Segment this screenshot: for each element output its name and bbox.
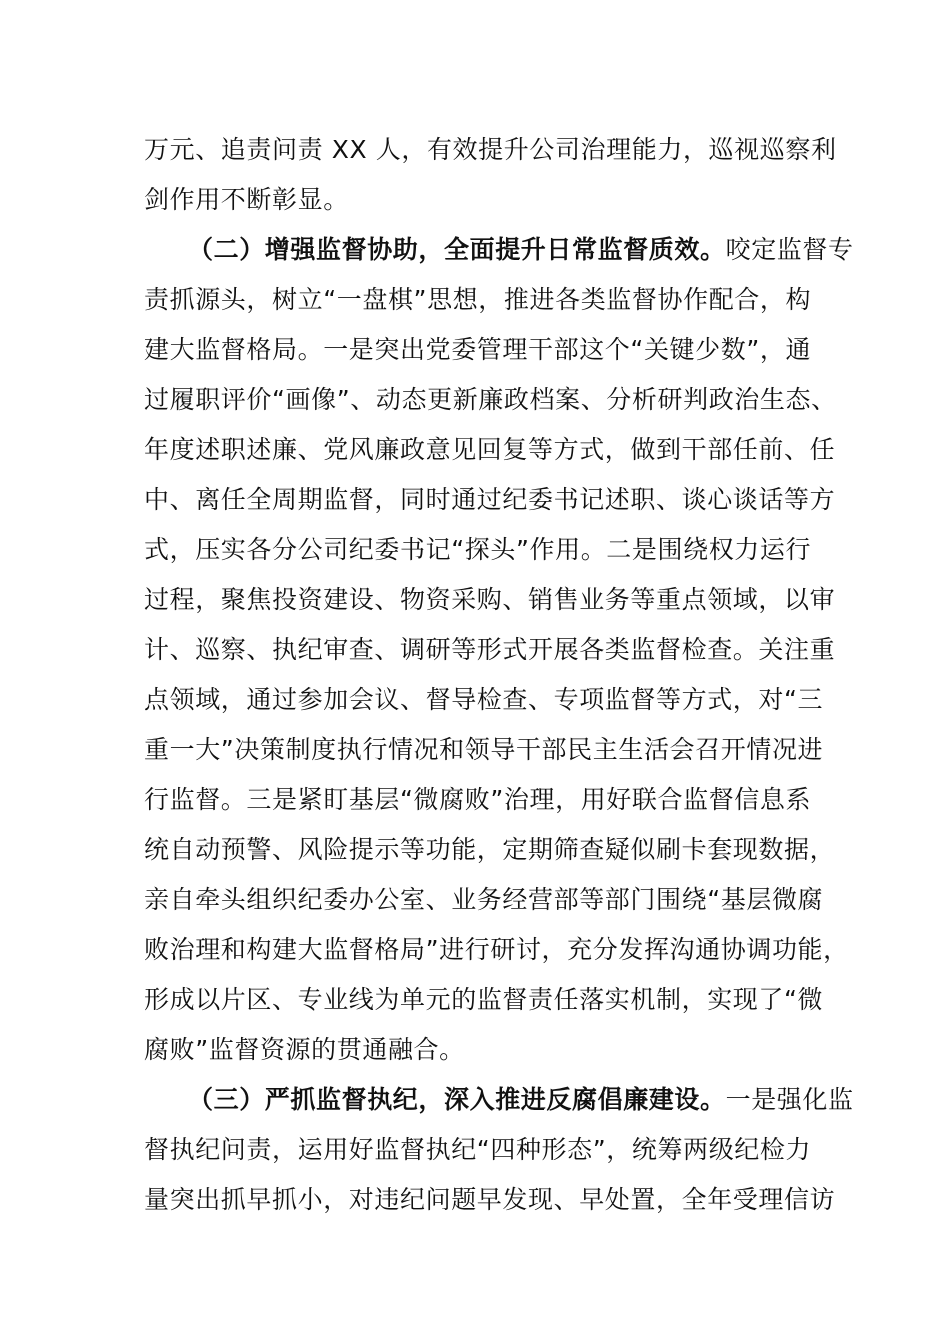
paragraph-line: 计、巡察、执纪审查、调研等形式开展各类监督检查。关注重 — [144, 635, 836, 664]
paragraph-line: 过履职评价“画像”、动态更新廉政档案、分析研判政治生态、 — [144, 385, 837, 414]
paragraph-line: 量突出抓早抓小，对违纪问题早发现、早处置，全年受理信访 — [144, 1185, 836, 1214]
paragraph-line: 万元、追责问责 XX 人，有效提升公司治理能力，巡视巡察利 — [144, 135, 837, 164]
paragraph-line: 点领域，通过参加会议、督导检查、专项监督等方式，对“三 — [144, 685, 824, 714]
paragraph-line: 败治理和构建大监督格局”进行研讨，充分发挥沟通协调功能， — [144, 935, 849, 964]
paragraph-line: 过程，聚焦投资建设、物资采购、销售业务等重点领域，以审 — [144, 585, 836, 614]
section-3-text: 一是强化监 — [725, 1085, 854, 1114]
paragraph-line: 建大监督格局。一是突出党委管理干部这个“关键少数”，通 — [144, 335, 812, 364]
paragraph-line: 腐败”监督资源的贯通融合。 — [144, 1035, 465, 1064]
paragraph-line: 年度述职述廉、党风廉政意见回复等方式，做到干部任前、任 — [144, 435, 836, 464]
paragraph-line: 亲自牵头组织纪委办公室、业务经营部等部门围绕“基层微腐 — [144, 885, 824, 914]
paragraph-line: 剑作用不断彰显。 — [144, 185, 349, 214]
paragraph-line: 统自动预警、风险提示等功能，定期筛查疑似刷卡套现数据， — [144, 835, 836, 864]
section-2-text: 咬定监督专 — [725, 235, 854, 264]
paragraph-line: 督执纪问责，运用好监督执纪“四种形态”，统筹两级纪检力 — [144, 1135, 812, 1164]
paragraph-line: 重一大”决策制度执行情况和领导干部民主生活会召开情况进 — [144, 735, 824, 764]
paragraph-line: 形成以片区、专业线为单元的监督责任落实机制，实现了“微 — [144, 985, 824, 1014]
section-3-line — [188, 1083, 854, 1117]
paragraph-line: 责抓源头，树立“一盘棋”思想，推进各类监督协作配合，构 — [144, 285, 812, 314]
section-3-heading: （三）严抓监督执纪，深入推进反腐倡廉建设。 — [188, 1085, 726, 1114]
section-2-heading: （二）增强监督协助，全面提升日常监督质效。 — [188, 235, 726, 264]
section-2-line — [188, 233, 854, 267]
paragraph-line: 行监督。三是紧盯基层“微腐败”治理，用好联合监督信息系 — [144, 785, 812, 814]
paragraph-line: 式，压实各分公司纪委书记“探头”作用。二是围绕权力运行 — [144, 535, 812, 564]
paragraph-line: 中、离任全周期监督，同时通过纪委书记述职、谈心谈话等方 — [144, 485, 836, 514]
